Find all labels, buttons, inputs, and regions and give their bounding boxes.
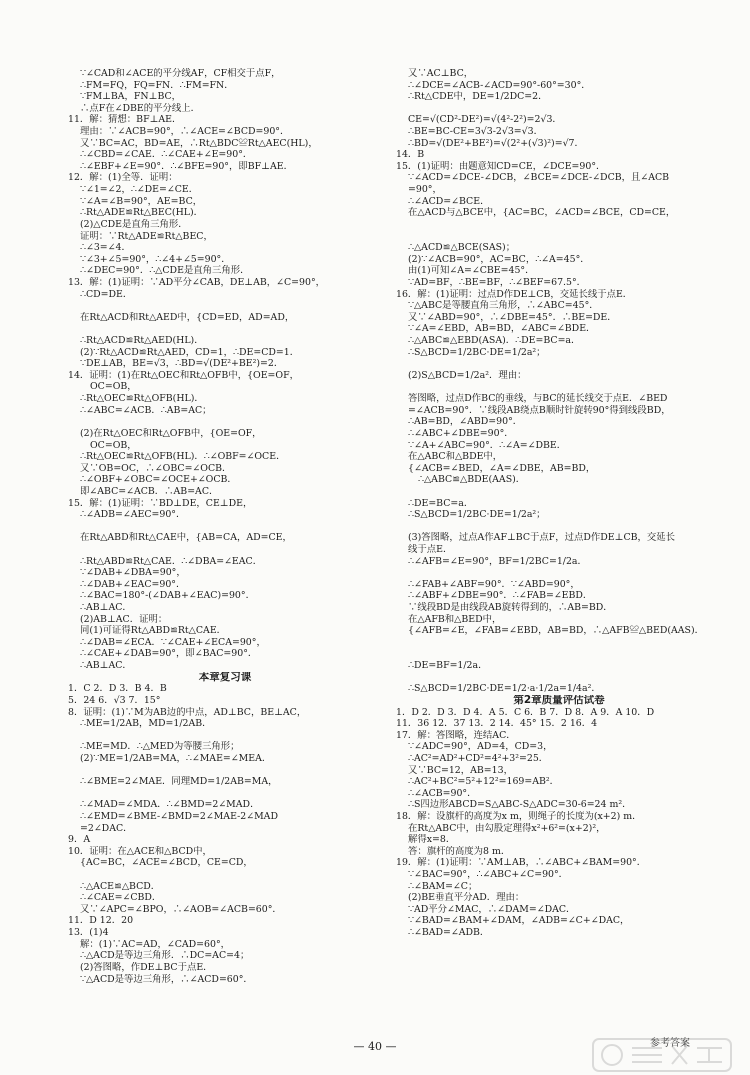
right-text-line: (2)S△BCD=1/2a²．理由： (408, 369, 527, 381)
left-text-line (68, 765, 382, 777)
right-text-line: ∵AD平分∠MAC，∴∠DAM=∠DAC． (408, 903, 576, 915)
right-text-line: =∠ACB=90°．∵线段AB绕点B顺时针旋转90°得到线段BD， (408, 404, 671, 416)
left-text-line: 又∵BC=AC，BD=AE，∴Rt△BDC≌Rt△AEC(HL)， (80, 137, 318, 149)
right-text-line: ∴S△BCD=1/2BC·DE=1/2·a·1/2a=1/4a²． (408, 683, 601, 695)
right-text-line: ∴AC²+BC²=5²+12²=169=AB²． (408, 776, 560, 788)
left-text-line: ∴ME=1/2AB，MD=1/2AB． (80, 718, 212, 730)
watermark-logo (592, 1038, 732, 1072)
left-text-line: ∴∠CBD=∠CAE．∴∠CAE+∠E=90°． (80, 149, 253, 161)
left-text-line: ∴∠CAE=∠CBD． (80, 892, 162, 904)
left-text-line: 又∵∠APC=∠BPO，∴∠AOB=∠ACB=60°． (80, 903, 282, 915)
left-text-line: (2)△CDE是直角三角形． (80, 218, 188, 230)
right-text-line: 答：旗杆的高度为8 m． (408, 845, 511, 857)
right-text-line: ∴∠ACB=90°． (408, 787, 477, 799)
right-text-line (396, 358, 722, 370)
right-text-line: 在△AFB和△BED中， (408, 613, 502, 625)
right-text-line: 又∵∠ABD=90°，∴∠DBE=45°．∴BE=DE． (408, 311, 617, 323)
right-text-line: 18．解：设旗杆的高度为x m，则绳子的长度为(x+2) m． (396, 811, 642, 822)
left-text-line: ∴ME=MD．∴△MED为等腰三角形； (80, 741, 240, 753)
left-text-line: OC=OB， (90, 439, 137, 451)
right-text-line: 解得x=8． (408, 834, 456, 846)
right-text-line: ∴∠ABC+∠DBE=90°． (408, 427, 514, 439)
right-text-line: 11．36 12．37 13．2 14．45° 15．2 16．4 (396, 718, 598, 730)
right-text-line (396, 648, 722, 660)
left-text-line: 在Rt△ACD和Rt△AED中，{CD=ED，AD=AD， (80, 311, 295, 323)
right-text-line: 17．解：答图略，连结AC． (396, 729, 516, 741)
left-text-line: =2∠DAC． (80, 822, 133, 834)
right-text-line: 在△ACD与△BCE中，{AC=BC，∠ACD=∠BCE，CD=CE， (408, 207, 676, 219)
left-text-line: ∴∠EBF+∠E=90°．∴∠BFE=90°，即BF⊥AE． (80, 160, 293, 172)
right-text-line: ∴S四边形ABCD=S△ABC-S△ADC=30-6=24 m²． (408, 799, 632, 811)
left-text-line: ∵∠A=∠B=90°，AE=BC， (80, 195, 203, 207)
right-text-line: 又∵AC⊥BC， (408, 68, 474, 79)
left-text-line: ∵DE⊥AB，BE=√3，∴BD=√(DE²+BE²)=2． (80, 358, 284, 370)
right-text-line: ∴∠AFB=∠E=90°，BF=1/2BC=1/2a． (408, 555, 587, 567)
left-text-line: 11．解：猜想：BF⊥AE． (68, 114, 182, 126)
left-text-line: 13．(1)4 (68, 927, 109, 939)
left-text-line: 又∵OB=OC，∴∠OBC=∠OCB． (80, 462, 232, 474)
left-text-line: 10．证明：在△ACE和△BCD中， (68, 845, 212, 857)
left-text-line (68, 300, 382, 312)
left-text-line (68, 869, 382, 881)
right-text-line: ∴∠DCE=∠ACB-∠ACD=90°-60°=30°． (408, 79, 591, 91)
left-text-line: ∴∠ABC=∠ACB．∴AB=AC； (80, 404, 212, 416)
right-text-line: 在Rt△ABC中，由勾股定理得x²+6²=(x+2)²， (408, 822, 606, 834)
left-text-line: 在Rt△ABD和Rt△CAE中，{AB=CA，AD=CE， (80, 532, 292, 544)
left-text-line (68, 521, 382, 533)
left-text-line: ∴CD=DE． (80, 288, 133, 300)
right-text-line: 16．解：(1)证明：过点D作DE⊥CB，交延长线于点E． (396, 288, 633, 300)
section-heading: 第2章质量评估试卷 (513, 694, 605, 706)
right-text-line: 15．(1)证明：由题意知CD=CE，∠DCE=90°． (396, 160, 606, 172)
left-text-line: ∵△ACD是等边三角形，∴∠ACD=60°． (80, 973, 253, 985)
left-text-line: ∴FM=FQ，FQ=FN．∴FM=FN． (80, 79, 234, 91)
right-text-line (396, 521, 722, 533)
left-text-line: ∵∠CAD和∠ACE的平分线AF，CF相交于点F， (80, 68, 281, 79)
left-text-line: 即∠ABC=∠ACB．∴AB=AC． (80, 485, 219, 497)
left-text-line: ∴∠DAB+∠EAC=90°． (80, 578, 186, 590)
right-text-line: =90°， (408, 184, 442, 196)
right-text-line: ∴AB=BD，∠ABD=90°． (408, 416, 523, 428)
right-text-line: ∴△ABC≌△BDE(AAS)． (418, 474, 526, 486)
left-text-line: ∵∠1=∠2，∴∠DE=∠CE． (80, 184, 199, 196)
left-text-line: 解：(1)∵AC=AD，∠CAD=60°， (80, 938, 231, 950)
left-text-line: ∴∠OBF+∠OBC=∠OCE+∠OCB． (80, 474, 237, 486)
left-text-line: (2)∵ME=1/2AB=MA，∴∠MAE=∠MEA． (80, 752, 272, 764)
left-text-line: ∴∠CAE+∠DAB=90°，即∠BAC=90°． (80, 648, 258, 660)
left-text-line: 9．A (68, 834, 91, 846)
left-text-line: ∴Rt△OEC≌Rt△OFB(HL)．∴∠OBF=∠OCE． (80, 451, 286, 463)
right-text-line: ∵线段BD是由线段AB旋转得到的，∴AB=BD． (408, 602, 613, 614)
right-text-line: ∴Rt△CDE中，DE=1/2DC=2． (408, 91, 548, 103)
right-text-line: ∴∠FAB+∠ABF=90°．∵∠ABD=90°， (408, 578, 580, 590)
right-text-line: ∵∠ADC=90°，AD=4，CD=3， (408, 741, 553, 753)
right-text-line (396, 381, 722, 393)
right-text-line: ∴△ACD≌△BCE(SAS)； (408, 242, 516, 254)
right-text-line: (2)∵∠ACB=90°，AC=BC，∴∠A=45°． (408, 253, 590, 265)
right-text-line: 1．D 2．D 3．D 4．A 5．C 6．B 7．D 8．A 9．A 10．D (396, 706, 655, 718)
left-text-line: ∴Rt△OEC≌Rt△OFB(HL)． (80, 393, 204, 405)
right-text-line: ∵∠BAC=90°，∴∠ABC+∠C=90°． (408, 869, 569, 881)
left-text-line (68, 416, 382, 428)
left-text-line: (2)在Rt△OEC和Rt△OFB中，{OE=OF， (80, 427, 262, 439)
right-text-line: (3)答图略，过点A作AF⊥BC于点F，过点D作DE⊥CB，交延长 (408, 532, 676, 544)
right-text-line: ∵∠A=∠EBD，AB=BD，∠ABC=∠BDE． (408, 323, 596, 335)
left-text-line: 1．C 2．D 3．B 4．B (68, 683, 167, 695)
right-text-line: ∴AC²=AD²+CD²=4²+3²=25． (408, 752, 549, 764)
left-text-line: ∴Rt△ACD≌Rt△AED(HL)． (80, 335, 204, 347)
right-text-line: 答图略，过点D作BC的垂线，与BC的延长线交于点E．∠BED (408, 393, 668, 405)
left-text-line: ∴∠DAB=∠ECA．∵∠CAE+∠ECA=90°， (80, 636, 266, 648)
left-text-line: (2)∵Rt△ACD≌Rt△AED，CD=1，∴DE=CD=1． (80, 346, 300, 358)
right-text-line: CE=√(CD²-DE²)=√(4²-2²)=2√3． (408, 114, 562, 126)
left-text-line: ∴Rt△ABD≌Rt△CAE．∴∠DBA=∠EAC． (80, 555, 263, 567)
left-text-line: ∵FM⊥BA，FN⊥BC， (80, 91, 182, 103)
left-text-line: ∴AB⊥AC． (80, 602, 132, 614)
right-text-line: {∠AFB=∠E，∠FAB=∠EBD，AB=BD，∴△AFB≌△BED(AAS)． (408, 625, 704, 637)
right-text-line (396, 567, 722, 579)
left-text-line: ∴∠BME=2∠MAE．同理MD=1/2AB=MA， (80, 776, 278, 788)
left-text-line: 证明：∵Rt△ADE≌Rt△BEC， (80, 230, 213, 242)
left-text-line: {AC=BC，∠ACE=∠BCD，CE=CD， (80, 857, 253, 869)
left-text-line: ∴△ACD是等边三角形．∴DC=AC=4； (80, 950, 250, 962)
left-text-line: ∴∠DEC=90°．∴△CDE是直角三角形． (80, 265, 250, 277)
right-text-line: 由(1)可知∠A=∠CBE=45°． (408, 265, 535, 277)
left-text-line: 11．D 12．20 (68, 915, 134, 927)
left-text-line: 13．解：(1)证明：∵AD平分∠CAB，DE⊥AB，∠C=90°， (68, 276, 326, 288)
left-text-line: 5．24 6．√3 7．15° (68, 694, 161, 706)
left-text-line: OC=OB， (90, 381, 137, 393)
right-text-line (396, 637, 722, 649)
left-text-line: 15．解：(1)证明：∵BD⊥DE，CE⊥DE， (68, 497, 253, 509)
left-column (68, 68, 382, 985)
right-text-line (396, 672, 722, 684)
right-text-line: ∴∠BAM=∠C； (408, 880, 478, 892)
left-text-line: ∵∠DAB+∠DBA=90°， (80, 567, 186, 579)
right-text-line: ∵∠BAD=∠BAM+∠DAM，∠ADB=∠C+∠DAC， (408, 915, 630, 927)
right-text-line: ∴∠ACD=∠BCE． (408, 195, 490, 207)
right-text-line: ∴S△BCD=1/2BC·DE=1/2a²； (408, 509, 546, 521)
left-text-line (68, 323, 382, 335)
right-text-line: ∴S△BCD=1/2BC·DE=1/2a²； (408, 346, 546, 358)
left-text-line: ∴△ACE≌△BCD． (80, 880, 161, 892)
left-text-line: 理由：∵∠ACB=90°，∴∠ACE=∠BCD=90°． (80, 126, 290, 138)
right-text-line: {∠ACB=∠BED，∠A=∠DBE，AB=BD， (408, 462, 596, 474)
left-text-line (68, 544, 382, 556)
left-text-line (68, 730, 382, 742)
right-text-line: (2)BE垂直平分AD．理由： (408, 892, 525, 904)
left-text-line: ∴AB⊥AC． (80, 660, 132, 672)
right-text-line: 线于点E． (408, 543, 453, 555)
right-text-line: ∵∠A+∠ABC=90°．∴∠A=∠DBE． (408, 439, 567, 451)
right-text-line: ∴DE=BC=a． (408, 497, 474, 509)
left-text-line: ∴∠MAD=∠MDA．∴∠BMD=2∠MAD． (80, 799, 260, 811)
left-text-line: ∴∠ADB=∠AEC=90°． (80, 509, 186, 521)
right-text-line (396, 231, 722, 243)
left-text-line: ∴点F在∠DBE的平分线上． (80, 102, 200, 114)
left-text-line: ∴Rt△ADE≌Rt△BEC(HL)． (80, 207, 204, 219)
left-text-line: ∴∠EMD=∠BME-∠BMD=2∠MAE-2∠MAD (80, 811, 278, 822)
right-text-line: ∴∠ABF+∠DBE=90°．∴∠FAB=∠EBD． (408, 590, 593, 602)
right-text-line (396, 219, 722, 231)
left-text-line: ∴∠BAC=180°-(∠DAB+∠EAC)=90°． (80, 590, 255, 602)
right-text-line: 在△ABC和△BDE中， (408, 451, 503, 463)
right-text-line: 又∵BC=12，AB=13， (408, 764, 513, 776)
right-text-line: ∵AD=BF，∴BE=BF，∴∠BEF=67.5°． (408, 276, 587, 288)
right-text-line: ∵∠ACD=∠DCE-∠DCB，∠BCE=∠DCE-∠DCB，且∠ACB (408, 172, 670, 184)
left-text-line: (2)答图略，作DE⊥BC于点E． (80, 961, 213, 973)
left-text-line: 14．证明：(1)在Rt△OEC和Rt△OFB中，{OE=OF， (68, 369, 299, 381)
right-text-line (396, 103, 722, 115)
right-text-line: 19．解：(1)证明：∵AM⊥AB，∴∠ABC+∠BAM=90°． (396, 857, 647, 869)
left-text-line: (2)AB⊥AC．证明： (80, 613, 168, 625)
right-text-line: ∴∠BAD=∠ADB． (408, 927, 490, 939)
footer-mark: 参考答案 (650, 1038, 690, 1049)
right-text-line: ∴DE=BF=1/2a． (408, 660, 488, 672)
right-column (396, 68, 722, 939)
right-text-line (396, 486, 722, 498)
left-text-line: 同(1)可证得Rt△ABD≌Rt△CAE． (80, 625, 227, 637)
left-text-line: ∴∠3=∠4． (80, 242, 131, 254)
left-text-line: ∵∠3+∠5=90°，∴∠4+∠5=90°． (80, 253, 231, 265)
left-text-line (68, 788, 382, 800)
right-text-line: ∴△ABC≌△EBD(ASA)．∴DE=BC=a． (408, 335, 581, 347)
page-number: — 40 — (353, 1040, 397, 1053)
section-heading: 本章复习课 (198, 671, 252, 683)
right-text-line: ∴BE=BC-CE=3√3-2√3=√3． (408, 126, 543, 138)
left-text-line: 8．证明：(1)∵M为AB边的中点，AD⊥BC，BE⊥AC， (68, 706, 307, 718)
right-text-line: 14．B (396, 149, 425, 161)
right-text-line: ∵△ABC是等腰直角三角形，∴∠ABC=45°． (408, 300, 599, 312)
right-text-line: ∴BD=√(DE²+BE²)=√(2²+(√3)²)=√7． (408, 137, 584, 149)
left-text-line: 12．解：(1)全等．证明： (68, 172, 178, 184)
